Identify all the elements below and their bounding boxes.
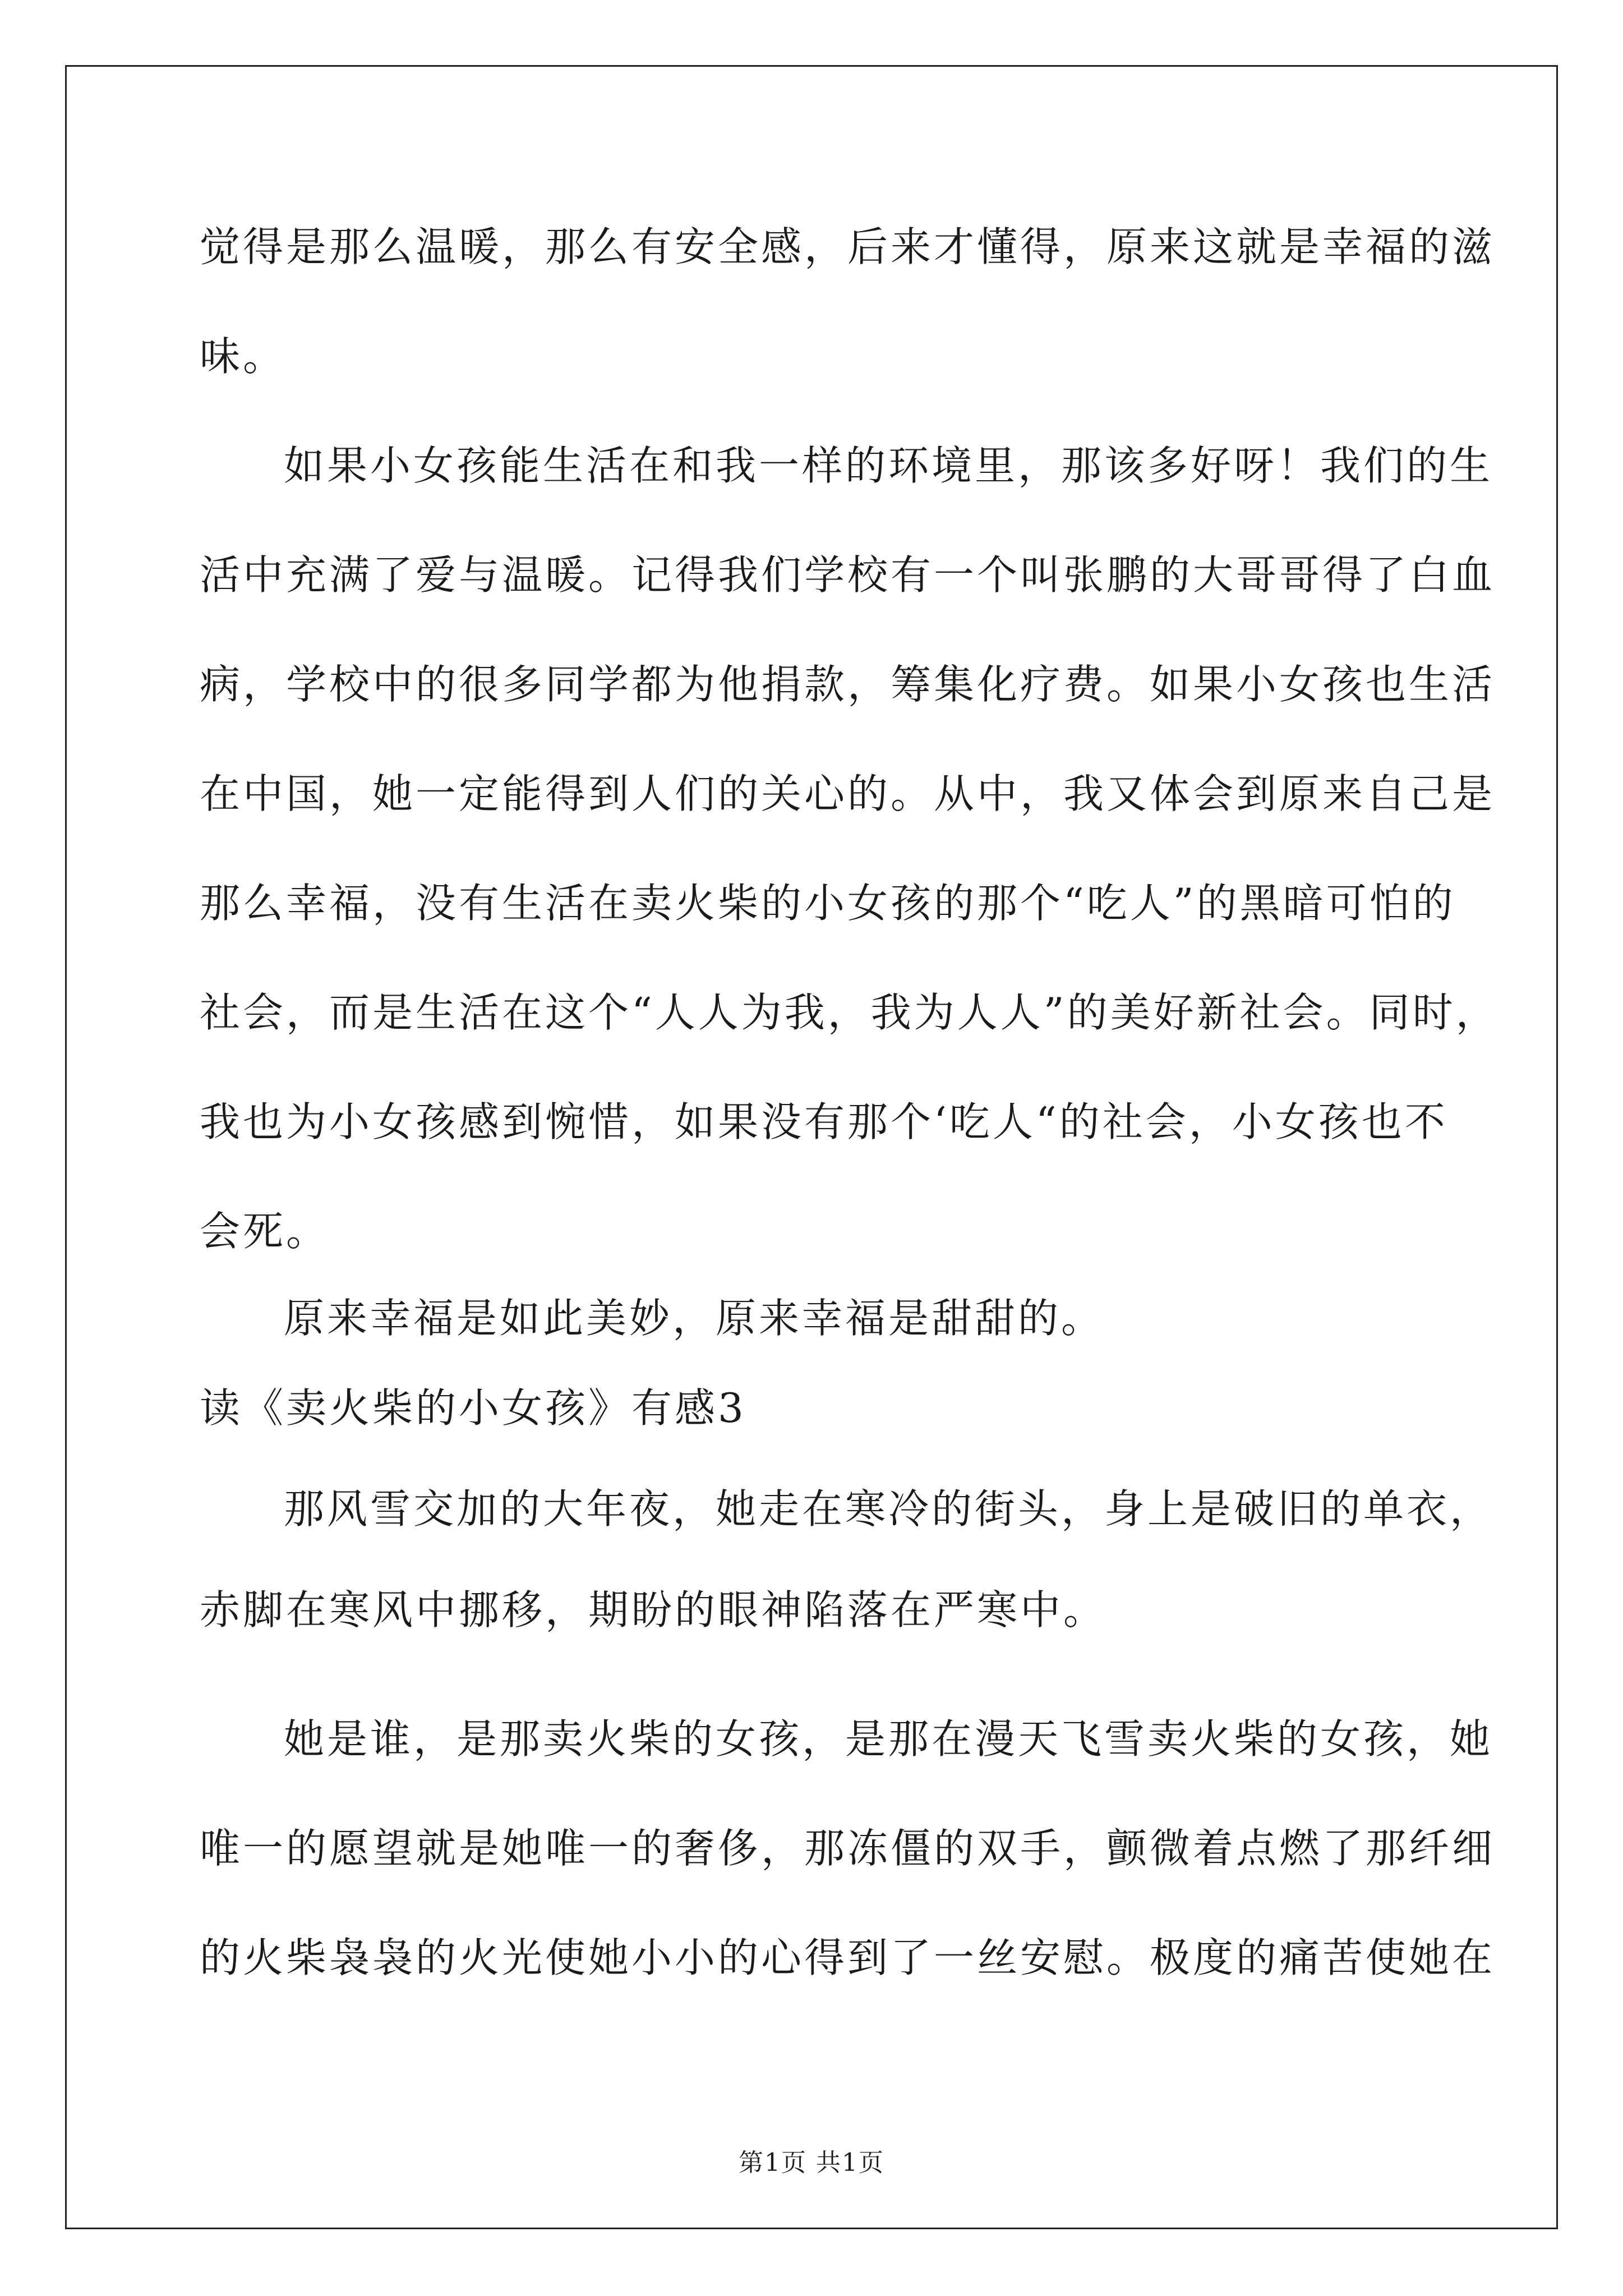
page-footer: 第1页 共1页 <box>739 2148 884 2177</box>
paragraph-first-line: 原来幸福是如此美妙，原来幸福是甜甜的。 <box>284 1295 1105 1342</box>
text-line: 活中充满了爱与温暖。记得我们学校有一个叫张鹏的大哥哥得了白血 <box>200 551 1496 599</box>
section-heading: 读《卖火柴的小女孩》有感3 <box>200 1384 746 1432</box>
paragraph-first-line: 那风雪交加的大年夜，她走在寒冷的街头，身上是破旧的单衣， <box>284 1485 1493 1533</box>
text-line: 唯一的愿望就是她唯一的奢侈，那冻僵的双手，颤微着点燃了那纤细 <box>200 1825 1496 1872</box>
paragraph-first-line: 如果小女孩能生活在和我一样的环境里，那该多好呀！我们的生 <box>284 442 1493 489</box>
paragraph-first-line: 她是谁，是那卖火柴的女孩，是那在漫天飞雪卖火柴的女孩，她 <box>284 1715 1493 1763</box>
text-line: 味。 <box>200 333 287 380</box>
text-line: 那么幸福，没有生活在卖火柴的小女孩的那个“吃人”的黑暗可怕的 <box>200 880 1456 927</box>
text-line: 觉得是那么温暖，那么有安全感，后来才懂得，原来这就是幸福的滋 <box>200 223 1496 270</box>
text-line: 我也为小女孩感到惋惜，如果没有那个‘吃人“的社会，小女孩也不 <box>200 1098 1448 1145</box>
text-line: 赤脚在寒风中挪移，期盼的眼神陷落在严寒中。 <box>200 1586 1107 1634</box>
text-line: 的火柴袅袅的火光使她小小的心得到了一丝安慰。极度的痛苦使她在 <box>200 1934 1496 1981</box>
text-line: 在中国，她一定能得到人们的关心的。从中，我又体会到原来自己是 <box>200 770 1496 817</box>
text-line: 病，学校中的很多同学都为他捐款，筹集化疗费。如果小女孩也生活 <box>200 661 1496 708</box>
text-line: 会死。 <box>200 1208 330 1255</box>
text-line: 社会，而是生活在这个“人人为我，我为人人”的美好新社会。同时， <box>200 989 1499 1036</box>
